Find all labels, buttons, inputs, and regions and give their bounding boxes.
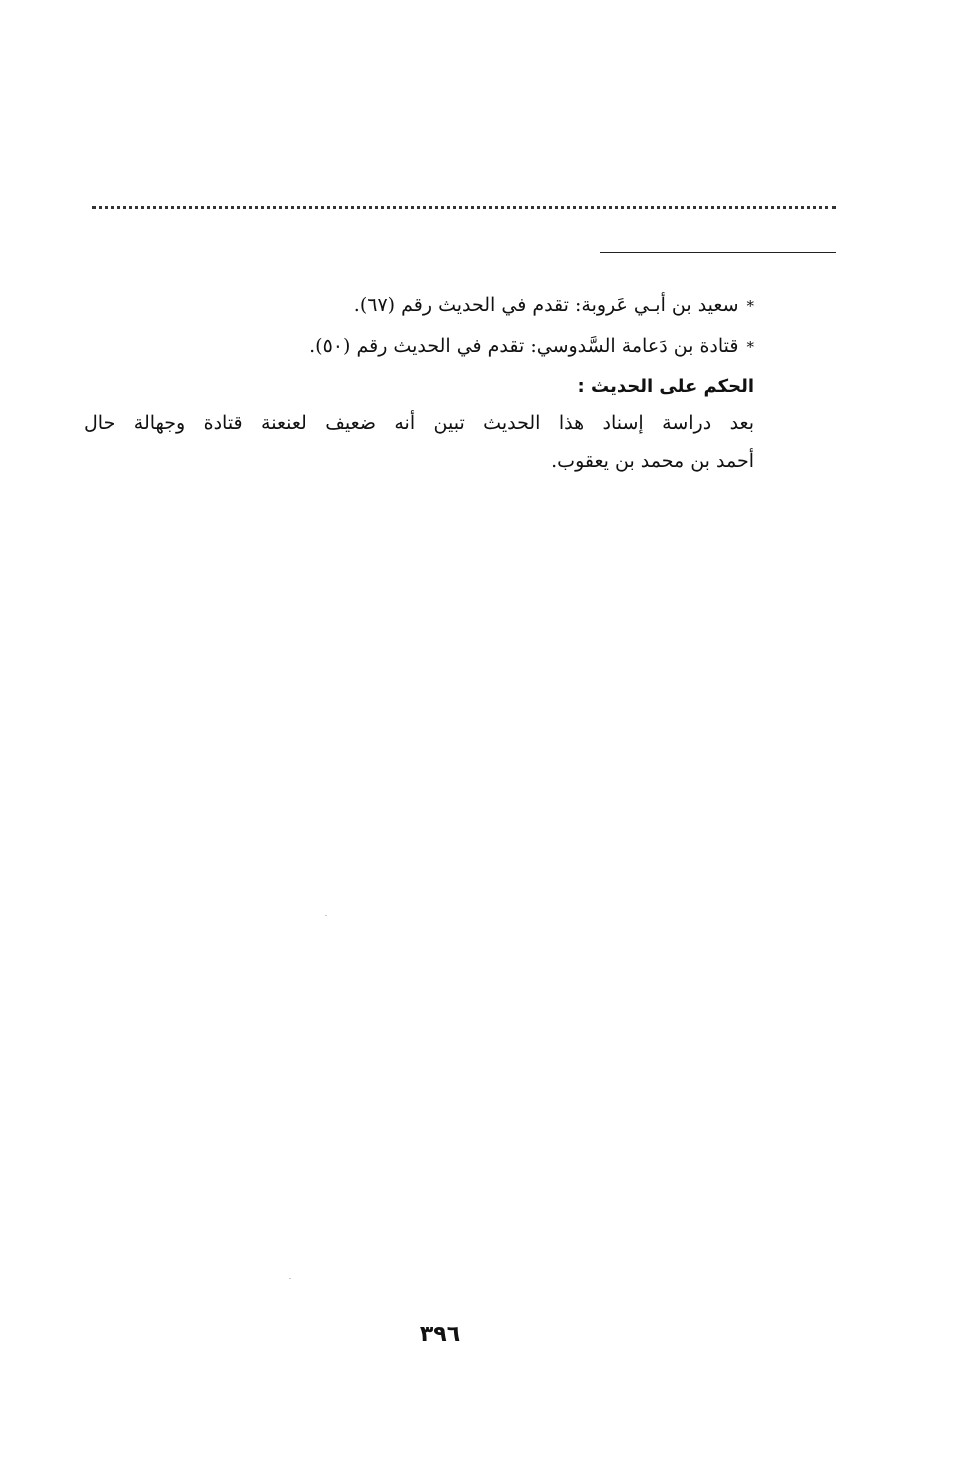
paragraph-line: أحمد بن محمد بن يعقوب. bbox=[551, 450, 754, 472]
footnote-item-text: قتادة بن دَعامة السَّدوسي: تقدم في الحديث رقم (٥٠). bbox=[309, 335, 739, 357]
paragraph-line: بعد دراسة إسناد هذا الحديث تبين أنه ضعيف لعنعنة قتادة وجهالة حال bbox=[84, 412, 754, 434]
footnote-item-text: سعيد بن أبـي عَروبة: تقدم في الحديث رقم (٦٧). bbox=[353, 294, 739, 316]
scan-speck bbox=[325, 915, 327, 916]
dotted-separator bbox=[92, 206, 836, 209]
asterisk-icon: * bbox=[746, 338, 754, 356]
page-number: ٣٩٦ bbox=[419, 1322, 461, 1347]
section-heading: الحكم على الحديث : bbox=[577, 376, 754, 397]
scan-speck bbox=[289, 1278, 291, 1279]
footnote-rule bbox=[600, 252, 836, 253]
footnote-item bbox=[84, 326, 754, 367]
footnote-item bbox=[84, 285, 754, 326]
footnote-block bbox=[84, 285, 754, 481]
asterisk-icon: * bbox=[746, 297, 754, 315]
